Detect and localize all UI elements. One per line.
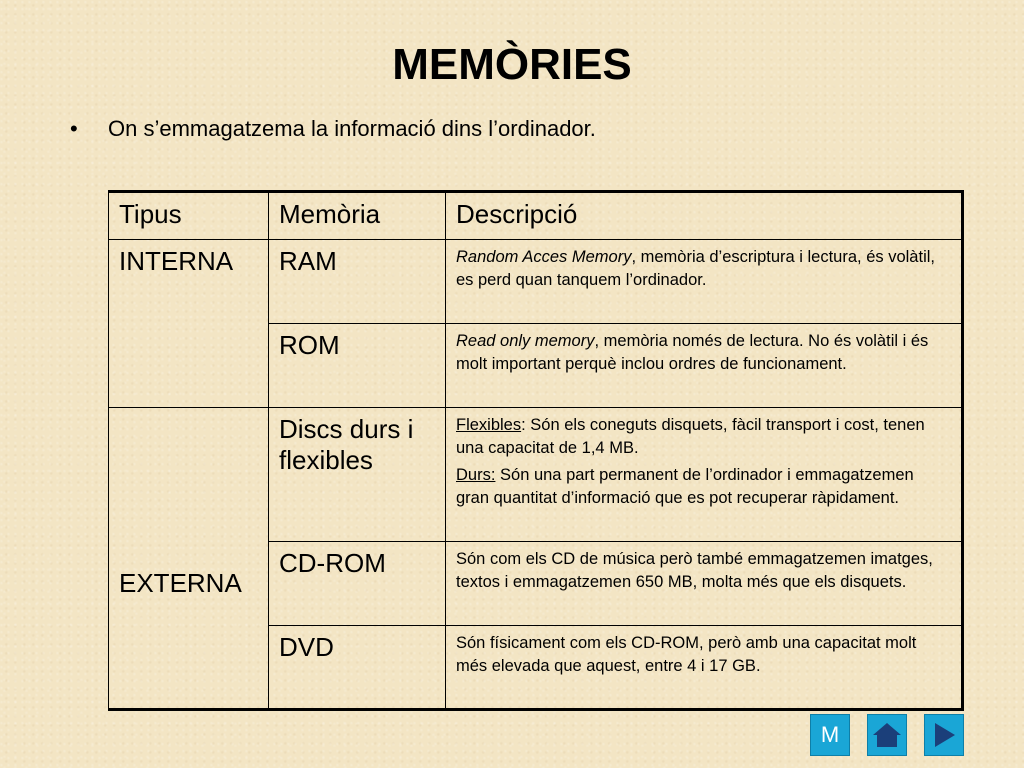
- desc-disks: [446, 408, 963, 542]
- slide-title: MEMÒRIES: [392, 40, 632, 89]
- home-button[interactable]: [867, 714, 907, 756]
- bullet-dot: •: [70, 116, 78, 141]
- desc-cdrom: Són com els CD de música però també emmagatzemen imatges, textos i emmagatzemen 650 MB, molta més que els disquets.: [446, 542, 963, 626]
- desc-ram-em: Random Acces Memory: [456, 248, 632, 266]
- desc-dvd: Són físicament com els CD-ROM, però amb una capacitat molt més elevada que aquest, entre 4 i 17 GB.: [446, 626, 963, 710]
- table-row-disks: [109, 408, 963, 542]
- cell-rom: ROM: [269, 324, 446, 408]
- menu-button[interactable]: [810, 714, 850, 756]
- cell-interna: INTERNA: [109, 240, 269, 408]
- durs-label: Durs:: [456, 466, 496, 484]
- header-memoria: Memòria: [269, 192, 446, 240]
- memory-table: [108, 190, 964, 711]
- durs-text: Són una part permanent de l’ordinador i emmagatzemen gran quantitat d’informació que es pot recuperar ràpidament.: [456, 466, 914, 507]
- header-tipus: Tipus: [109, 192, 269, 240]
- desc-durs: [456, 464, 951, 510]
- desc-rom-text: , memòria només de lectura. No és volàtil i és molt important perquè inclou ordres de funcionament.: [456, 332, 929, 373]
- desc-rom: [446, 324, 963, 408]
- flexibles-label: Flexibles: [456, 416, 522, 434]
- cell-cdrom: CD-ROM: [269, 542, 446, 626]
- table-row-ram: [109, 240, 963, 324]
- cell-disks: [269, 408, 446, 542]
- desc-ram: [446, 240, 963, 324]
- play-right-icon: [930, 720, 958, 750]
- header-descripcio: Descripció: [446, 192, 963, 240]
- flexibles-text: : Són els coneguts disquets, fàcil transport i cost, tenen una capacitat de 1,4 MB.: [456, 416, 925, 457]
- bullet-item: [70, 116, 596, 142]
- desc-rom-em: Read only memory: [456, 332, 595, 350]
- desc-flexibles: [456, 414, 951, 460]
- desc-ram-text: , memòria d’escriptura i lectura, és volàtil, es perd quan tanquem l’ordinador.: [456, 248, 935, 289]
- disks-name-line2: flexibles: [279, 445, 373, 475]
- disks-name-line1: Discs durs i: [279, 414, 414, 444]
- cell-dvd: DVD: [269, 626, 446, 710]
- cell-ram: RAM: [269, 240, 446, 324]
- cell-externa: EXTERNA: [109, 408, 269, 710]
- table-header-row: [109, 192, 963, 240]
- bullet-text: On s’emmagatzema la informació dins l’ordinador.: [108, 116, 596, 141]
- next-button[interactable]: [924, 714, 964, 756]
- home-icon: [871, 720, 903, 750]
- menu-button-label: M: [820, 722, 840, 747]
